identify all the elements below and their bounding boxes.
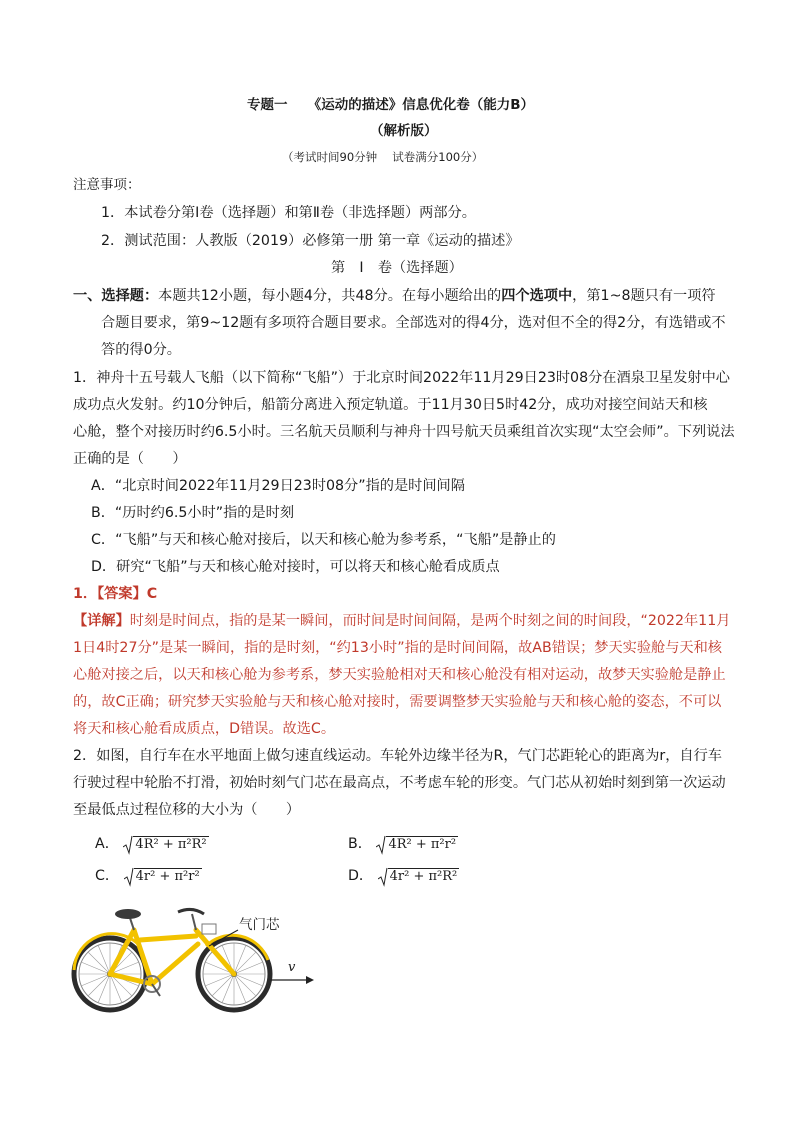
instructions-emphasis: 四个选项中 (501, 288, 573, 304)
q1-option-d: D．研究“飞船”与天和核心舱对接时，可以将天和核心舱看成质点 (91, 559, 500, 575)
sqrt-icon (376, 835, 386, 855)
bicycle-figure (68, 900, 328, 1020)
section-title: 第 Ⅰ 卷（选择题） (331, 260, 463, 276)
q2-option-a-label: A． (95, 836, 119, 852)
notes-item-1: 1．本试卷分第Ⅰ卷（选择题）和第Ⅱ卷（非选择题）两部分。 (101, 205, 476, 221)
q1-detail-line-4: 的，故C正确；研究梦天实验舱与天和核心舱对接时，需要调整梦天实验舱与天和核心舱的姿态，不可以 (73, 694, 722, 710)
q2-option-a (95, 834, 209, 855)
notes-heading: 注意事项： (73, 177, 141, 193)
q2-option-c-expression: 4r² + π²r² (124, 867, 202, 887)
q1-stem-line-1: 1．神舟十五号载人飞船（以下简称“飞船”）于北京时间2022年11月29日23时08分在酒泉卫星发射中心 (73, 370, 730, 386)
q2-option-b (348, 834, 458, 855)
q2-option-b-label: B． (348, 836, 372, 852)
q2-option-b-expression: 4R² + π²r² (376, 835, 458, 855)
q1-detail-text: 时刻是时间点，指的是某一瞬间，而时间是时间间隔，是两个时刻之间的时间段，“2022年11月 (129, 613, 731, 629)
q1-stem-line-4: 正确的是（ ） (73, 451, 187, 467)
instructions-line-2: 合题目要求，第9~12题有多项符合题目要求。全部选对的得4分，选对但不全的得2分，有选错或不 (101, 315, 726, 331)
valve-label: 气门芯 (239, 917, 280, 933)
q2-option-c-label: C． (95, 868, 120, 884)
exam-info: （考试时间90分钟 试卷满分100分） (282, 150, 484, 164)
q2-option-d (348, 866, 459, 887)
q1-answer-label: 1．【答案】 (73, 586, 147, 602)
q2-stem-line-3: 至最低点过程位移的大小为（ ） (73, 802, 301, 818)
q1-answer (73, 584, 157, 604)
q2-option-d-expression: 4r² + π²R² (378, 867, 460, 887)
q1-option-b: B．“历时约6.5小时”指的是时刻 (91, 505, 295, 521)
sqrt-icon (123, 835, 133, 855)
q2-stem-line-1: 2．如图，自行车在水平地面上做匀速直线运动。车轮外边缘半径为R，气门芯距轮心的距离为r，自行车 (73, 748, 722, 764)
q1-detail-line-2: 1日4时27分”是某一瞬间，指的是时刻，“约13小时”指的是时间间隔，故AB错误；梦天实验舱与天和核 (73, 640, 722, 656)
sqrt-icon (124, 867, 134, 887)
q1-detail-label: 【详解】 (73, 613, 130, 629)
q1-detail-line-3: 心舱对接之后，以天和核心舱为参考系，梦天实验舱相对天和核心舱没有相对运动，故梦天实验舱是静止 (73, 667, 726, 683)
q1-detail-line-1 (73, 611, 730, 631)
instructions-text-tail: ，第1~8题只有一项符 (572, 288, 716, 304)
q2-option-a-expression: 4R² + π²R² (123, 835, 208, 855)
q2-stem-line-2: 行驶过程中轮胎不打滑，初始时刻气门芯在最高点，不考虑车轮的形变。气门芯从初始时刻到第一次运动 (73, 775, 726, 791)
q1-detail-line-5: 将天和核心舱看成质点，D错误。故选C。 (73, 721, 336, 737)
q1-stem-line-3: 心舱，整个对接历时约6.5小时。三名航天员顺利与神舟十四号航天员乘组首次实现“太空会师”。下列说法 (73, 424, 735, 440)
page-title: 专题一 《运动的描述》信息优化卷（能力B） (247, 97, 535, 113)
velocity-label: v (288, 960, 296, 975)
sqrt-icon (378, 867, 388, 887)
q2-option-c (95, 866, 202, 887)
q1-answer-value: C (146, 586, 158, 602)
q1-option-a: A．“北京时间2022年11月29日23时08分”指的是时间间隔 (91, 478, 465, 494)
instructions-prefix: 一、选择题： (73, 288, 159, 304)
q1-option-c: C．“飞船”与天和核心舱对接后，以天和核心舱为参考系，“飞船”是静止的 (91, 532, 556, 548)
instructions-line-3: 答的得0分。 (101, 342, 181, 358)
notes-item-2: 2．测试范围：人教版（2019）必修第一册 第一章《运动的描述》 (101, 233, 520, 249)
q1-stem-line-2: 成功点火发射。约10分钟后，船箭分离进入预定轨道。于11月30日5时42分，成功对接空间站天和核 (73, 397, 708, 413)
q2-option-d-label: D． (348, 868, 374, 884)
instructions-text: 本题共12小题，每小题4分，共48分。在每小题给出的 (158, 288, 502, 304)
instructions-line-1 (73, 286, 716, 306)
page-subtitle: （解析版） (370, 123, 438, 139)
